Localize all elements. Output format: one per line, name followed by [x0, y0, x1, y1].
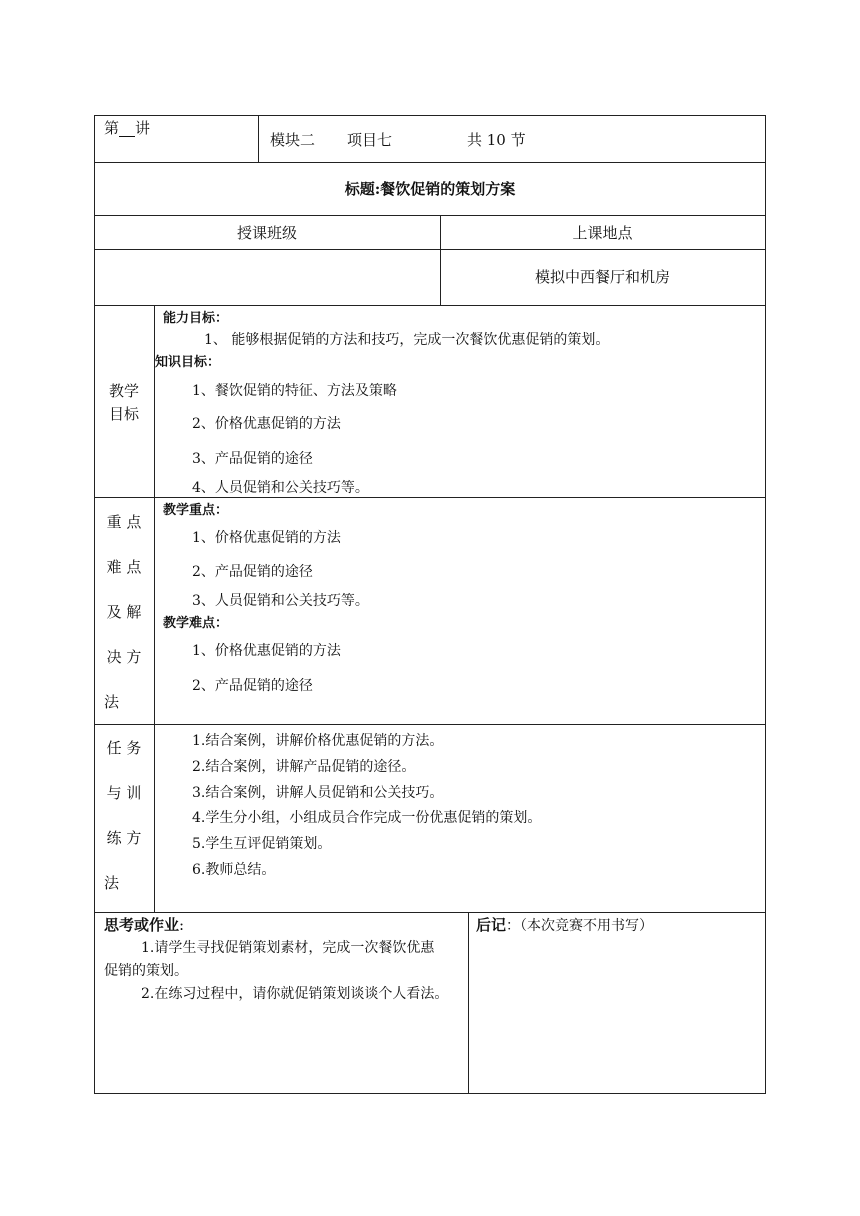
project-label: 项目七 — [347, 131, 393, 149]
homework-line: 2.在练习过程中，请你就促销策划谈谈个人看法。 — [141, 986, 449, 1002]
focus-item: 3、人员促销和公关技巧等。 — [192, 593, 369, 609]
task-item: 1.结合案例，讲解价格优惠促销的方法。 — [192, 733, 444, 749]
row-divider — [94, 215, 766, 216]
keypoints-label-line: 难 点 — [106, 558, 142, 576]
row-divider — [94, 162, 766, 163]
knowledge-heading: 知识目标： — [155, 355, 221, 370]
homework-line: 促销的策划。 — [104, 963, 188, 979]
lecture-number — [104, 119, 150, 137]
row-divider — [94, 724, 766, 725]
knowledge-item: 2、价格优惠促销的方法 — [192, 416, 341, 432]
table-border-bottom — [94, 1093, 766, 1094]
keypoints-label-line: 及 解 — [106, 603, 142, 621]
difficulty-heading: 教学难点： — [163, 616, 229, 631]
tasks-label-line: 任 务 — [106, 739, 142, 757]
task-item: 4.学生分小组，小组成员合作完成一份优惠促销的策划。 — [192, 810, 542, 826]
focus-item: 1、价格优惠促销的方法 — [192, 530, 341, 546]
location-value: 模拟中西餐厅和机房 — [534, 268, 670, 286]
col-divider — [468, 912, 469, 1093]
row-divider — [94, 305, 766, 306]
ability-item: 1、 能够根据促销的方法和技巧，完成一次餐饮优惠促销的策划。 — [204, 332, 610, 348]
page-title: 标题:餐饮促销的策划方案 — [344, 180, 516, 198]
focus-item: 2、产品促销的途径 — [192, 564, 313, 580]
notes-heading-text: 后记 — [476, 916, 507, 934]
row-divider — [94, 497, 766, 498]
task-item: 3.结合案例，讲解人员促销和公关技巧。 — [192, 785, 444, 801]
lecture-suffix: 讲 — [135, 119, 151, 137]
homework-heading — [104, 916, 184, 934]
task-item: 6.教师总结。 — [192, 862, 276, 878]
knowledge-item: 4、人员促销和公关技巧等。 — [192, 480, 369, 496]
row-divider — [94, 912, 766, 913]
task-item: 5.学生互评促销策划。 — [192, 836, 332, 852]
notes-heading — [476, 916, 653, 935]
tasks-label-line: 法 — [104, 874, 120, 892]
focus-heading: 教学重点： — [163, 503, 229, 518]
notes-heading-remark: ：（本次竞赛不用书写） — [506, 918, 654, 934]
homework-heading-colon: : — [179, 916, 185, 934]
task-item: 2.结合案例，讲解产品促销的途径。 — [192, 759, 416, 775]
tasks-label-line: 练 方 — [106, 829, 142, 847]
ability-heading: 能力目标： — [163, 311, 229, 326]
table-border-right — [765, 115, 766, 1094]
row-divider — [94, 249, 766, 250]
knowledge-item: 1、餐饮促销的特征、方法及策略 — [192, 383, 397, 399]
module-label: 模块二 — [270, 131, 316, 149]
objectives-label-line-1: 教学 — [108, 382, 139, 400]
session-count: 共 10 节 — [467, 131, 526, 149]
knowledge-item: 3、产品促销的途径 — [192, 451, 313, 467]
tasks-label-line: 与 训 — [106, 784, 142, 802]
keypoints-label-line: 重 点 — [106, 513, 142, 531]
table-border-top — [94, 115, 766, 116]
col-divider — [154, 305, 155, 912]
difficulty-item: 2、产品促销的途径 — [192, 678, 313, 694]
difficulty-item: 1、价格优惠促销的方法 — [192, 643, 341, 659]
location-label: 上课地点 — [572, 224, 633, 242]
class-label: 授课班级 — [236, 224, 297, 242]
homework-heading-text: 思考或作业 — [104, 916, 180, 934]
keypoints-label-line: 法 — [104, 693, 120, 711]
lecture-prefix: 第 — [104, 119, 120, 137]
keypoints-label-line: 决 方 — [106, 648, 142, 666]
homework-line: 1.请学生寻找促销策划素材，完成一次餐饮优惠 — [141, 940, 435, 956]
objectives-label-line-2: 目标 — [108, 405, 139, 423]
lecture-number-blank — [119, 121, 135, 137]
col-divider — [258, 115, 259, 162]
